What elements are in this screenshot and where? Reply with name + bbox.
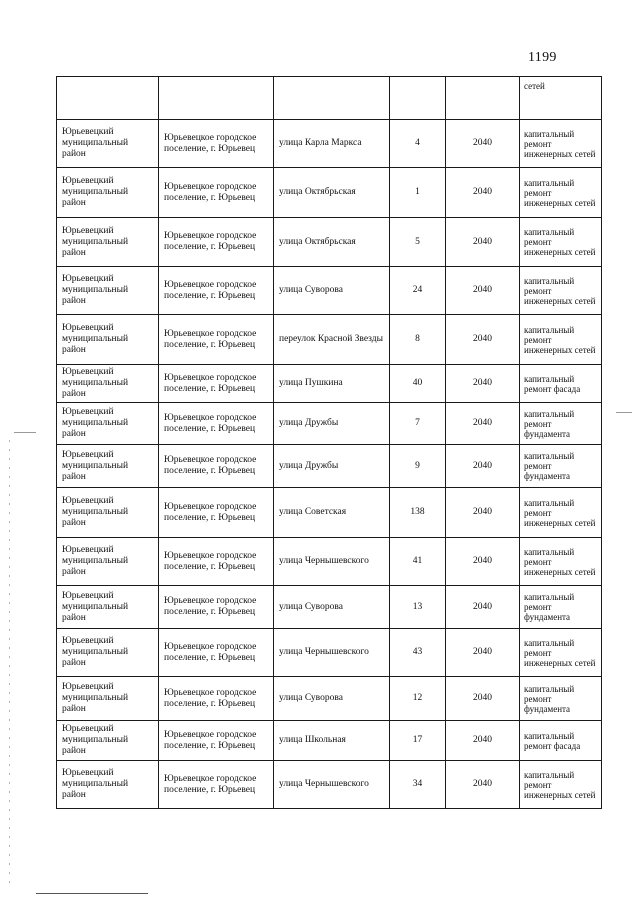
- work-type-cell: капитальный ремонт инженерных сетей: [520, 538, 602, 586]
- table-row: [57, 120, 602, 168]
- street-cell: улица Чернышевского: [274, 629, 390, 677]
- house-number-cell: 34: [390, 761, 446, 809]
- year-cell: 2040: [446, 120, 520, 168]
- street-cell: улица Октябрьская: [274, 218, 390, 267]
- table-row-continued: [57, 77, 602, 120]
- year-cell: 2040: [446, 538, 520, 586]
- district-cell: [57, 77, 159, 120]
- street-cell: улица Советская: [274, 488, 390, 538]
- settlement-cell: Юрьевецкое городское поселение, г. Юрьевец: [159, 403, 274, 445]
- table-row: [57, 488, 602, 538]
- settlement-cell: Юрьевецкое городское поселение, г. Юрьевец: [159, 586, 274, 629]
- settlement-cell: Юрьевецкое городское поселение, г. Юрьевец: [159, 629, 274, 677]
- street-cell: улица Чернышевского: [274, 538, 390, 586]
- district-cell: Юрьевецкий муниципальный район: [57, 586, 159, 629]
- district-cell: Юрьевецкий муниципальный район: [57, 677, 159, 721]
- year-cell: 2040: [446, 365, 520, 403]
- table-row: [57, 538, 602, 586]
- table-row: [57, 721, 602, 761]
- settlement-cell: Юрьевецкое городское поселение, г. Юрьевец: [159, 538, 274, 586]
- work-type-cell: капитальный ремонт фундамента: [520, 403, 602, 445]
- house-number-cell: 40: [390, 365, 446, 403]
- table-row: [57, 445, 602, 488]
- house-number-cell: 12: [390, 677, 446, 721]
- work-type-cell: капитальный ремонт фасада: [520, 365, 602, 403]
- house-number-cell: 5: [390, 218, 446, 267]
- settlement-cell: Юрьевецкое городское поселение, г. Юрьевец: [159, 365, 274, 403]
- street-cell: улица Суворова: [274, 677, 390, 721]
- scan-margin-dots: [9, 440, 10, 890]
- district-cell: Юрьевецкий муниципальный район: [57, 218, 159, 267]
- district-cell: Юрьевецкий муниципальный район: [57, 629, 159, 677]
- work-type-cell: капитальный ремонт инженерных сетей: [520, 488, 602, 538]
- work-type-cell: капитальный ремонт инженерных сетей: [520, 218, 602, 267]
- house-number-cell: 1: [390, 168, 446, 218]
- work-type-cell: капитальный ремонт инженерных сетей: [520, 629, 602, 677]
- table-row: [57, 168, 602, 218]
- house-number-cell: 138: [390, 488, 446, 538]
- district-cell: Юрьевецкий муниципальный район: [57, 120, 159, 168]
- table-row: [57, 403, 602, 445]
- year-cell: 2040: [446, 586, 520, 629]
- street-cell: [274, 77, 390, 120]
- street-cell: улица Дружбы: [274, 403, 390, 445]
- settlement-cell: Юрьевецкое городское поселение, г. Юрьевец: [159, 761, 274, 809]
- settlement-cell: Юрьевецкое городское поселение, г. Юрьевец: [159, 677, 274, 721]
- street-cell: улица Школьная: [274, 721, 390, 761]
- table-row: [57, 677, 602, 721]
- house-number-cell: 41: [390, 538, 446, 586]
- settlement-cell: Юрьевецкое городское поселение, г. Юрьевец: [159, 315, 274, 365]
- table-row: [57, 586, 602, 629]
- street-cell: улица Суворова: [274, 586, 390, 629]
- district-cell: Юрьевецкий муниципальный район: [57, 488, 159, 538]
- street-cell: улица Карла Маркса: [274, 120, 390, 168]
- footnote-separator-line: [36, 893, 148, 894]
- house-number-cell: [390, 77, 446, 120]
- district-cell: Юрьевецкий муниципальный район: [57, 721, 159, 761]
- street-cell: переулок Красной Звезды: [274, 315, 390, 365]
- house-number-cell: 13: [390, 586, 446, 629]
- table-row: [57, 315, 602, 365]
- table-row: [57, 365, 602, 403]
- district-cell: Юрьевецкий муниципальный район: [57, 267, 159, 315]
- settlement-cell: Юрьевецкое городское поселение, г. Юрьевец: [159, 721, 274, 761]
- work-type-cell: капитальный ремонт инженерных сетей: [520, 267, 602, 315]
- work-type-cell: сетей: [520, 77, 602, 120]
- housing-repair-table: [56, 76, 602, 809]
- year-cell: 2040: [446, 488, 520, 538]
- street-cell: улица Дружбы: [274, 445, 390, 488]
- street-cell: улица Чернышевского: [274, 761, 390, 809]
- table-row: [57, 761, 602, 809]
- work-type-cell: капитальный ремонт фасада: [520, 721, 602, 761]
- settlement-cell: Юрьевецкое городское поселение, г. Юрьевец: [159, 445, 274, 488]
- house-number-cell: 43: [390, 629, 446, 677]
- work-type-cell: капитальный ремонт инженерных сетей: [520, 120, 602, 168]
- work-type-cell: капитальный ремонт инженерных сетей: [520, 168, 602, 218]
- district-cell: Юрьевецкий муниципальный район: [57, 365, 159, 403]
- work-type-cell: капитальный ремонт инженерных сетей: [520, 315, 602, 365]
- street-cell: улица Пушкина: [274, 365, 390, 403]
- scan-artifact-line-left: [14, 432, 36, 433]
- district-cell: Юрьевецкий муниципальный район: [57, 761, 159, 809]
- year-cell: 2040: [446, 168, 520, 218]
- district-cell: Юрьевецкий муниципальный район: [57, 403, 159, 445]
- house-number-cell: 24: [390, 267, 446, 315]
- settlement-cell: Юрьевецкое городское поселение, г. Юрьевец: [159, 488, 274, 538]
- settlement-cell: Юрьевецкое городское поселение, г. Юрьевец: [159, 120, 274, 168]
- table-row: [57, 218, 602, 267]
- settlement-cell: Юрьевецкое городское поселение, г. Юрьевец: [159, 168, 274, 218]
- year-cell: 2040: [446, 267, 520, 315]
- settlement-cell: Юрьевецкое городское поселение, г. Юрьевец: [159, 218, 274, 267]
- year-cell: 2040: [446, 315, 520, 365]
- year-cell: 2040: [446, 218, 520, 267]
- district-cell: Юрьевецкий муниципальный район: [57, 168, 159, 218]
- year-cell: 2040: [446, 629, 520, 677]
- street-cell: улица Октябрьская: [274, 168, 390, 218]
- table-row: [57, 629, 602, 677]
- house-number-cell: 7: [390, 403, 446, 445]
- work-type-cell: капитальный ремонт фундамента: [520, 677, 602, 721]
- district-cell: Юрьевецкий муниципальный район: [57, 315, 159, 365]
- page-number: 1199: [528, 50, 557, 65]
- year-cell: 2040: [446, 445, 520, 488]
- house-number-cell: 8: [390, 315, 446, 365]
- settlement-cell: [159, 77, 274, 120]
- year-cell: 2040: [446, 721, 520, 761]
- settlement-cell: Юрьевецкое городское поселение, г. Юрьевец: [159, 267, 274, 315]
- table-row: [57, 267, 602, 315]
- year-cell: [446, 77, 520, 120]
- work-type-cell: капитальный ремонт инженерных сетей: [520, 761, 602, 809]
- house-number-cell: 4: [390, 120, 446, 168]
- year-cell: 2040: [446, 761, 520, 809]
- district-cell: Юрьевецкий муниципальный район: [57, 538, 159, 586]
- work-type-cell: капитальный ремонт фундамента: [520, 586, 602, 629]
- work-type-cell: капитальный ремонт фундамента: [520, 445, 602, 488]
- house-number-cell: 17: [390, 721, 446, 761]
- year-cell: 2040: [446, 403, 520, 445]
- house-number-cell: 9: [390, 445, 446, 488]
- year-cell: 2040: [446, 677, 520, 721]
- district-cell: Юрьевецкий муниципальный район: [57, 445, 159, 488]
- street-cell: улица Суворова: [274, 267, 390, 315]
- scan-artifact-line-right: [616, 412, 632, 413]
